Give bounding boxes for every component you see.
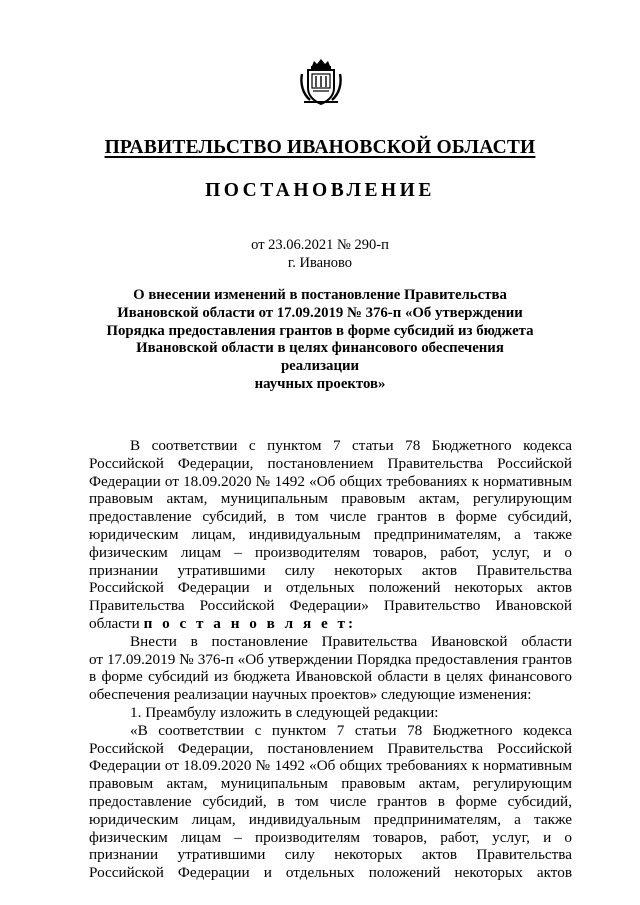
document-body — [89, 437, 572, 882]
document-city: г. Иваново — [287, 255, 353, 271]
text-line: Российской Федерации, постановлением Правительства Российской — [89, 454, 572, 472]
text-line: от 17.09.2019 № 376-п «Об утверждении Порядка предоставления грантов — [89, 650, 572, 668]
text-line: юридическим лицам, индивидуальным предпринимателям, а также — [89, 810, 572, 828]
text-line: Российской Федерации и отдельных положений некоторых актов — [89, 864, 572, 882]
document-meta — [0, 236, 640, 272]
text-line: правовым актам, муниципальным правовым актам, регулирующим — [89, 490, 572, 508]
document-subject — [96, 287, 544, 394]
text-line: правовым актам, муниципальным правовым актам, регулирующим — [89, 775, 572, 793]
body-paragraph-amendment — [89, 633, 572, 704]
organization-title: ПРАВИТЕЛЬСТВО ИВАНОВСКОЙ ОБЛАСТИ — [104, 137, 536, 158]
document-type-title: ПОСТАНОВЛЕНИЕ — [205, 180, 435, 201]
subject-line: Ивановской области от 17.09.2019 № 376-п «Об утверждении — [117, 304, 523, 321]
text-line: Российской Федерации и отдельных положений некоторых актов — [89, 579, 572, 597]
subject-line: научных проектов» — [254, 375, 386, 392]
text-line: «В соответствии с пунктом 7 статьи 78 Бюджетного кодекса — [130, 721, 572, 739]
text-fragment: области — [89, 614, 144, 632]
body-paragraph-item-1: 1. Преамбулу изложить в следующей редакции: — [130, 703, 439, 721]
subject-line: Порядка предоставления грантов в форме субсидий из бюджета — [106, 322, 534, 339]
document-date-number: от 23.06.2021 № 290-п — [251, 237, 389, 253]
text-line: обеспечения реализации научных проектов» следующие изменения: — [89, 686, 532, 704]
text-line: Внести в постановление Правительства Ивановской области — [130, 632, 572, 650]
body-paragraph-new-preamble — [89, 722, 572, 882]
text-line: предоставление субсидий, в том числе грантов в форме субсидий, — [89, 792, 572, 810]
body-paragraph-preamble — [89, 437, 572, 633]
text-line: Правительства Российской Федерации» Правительство Ивановской — [89, 597, 572, 615]
text-line: Федерации от 18.09.2020 № 1492 «Об общих требованиях к нормативным — [89, 757, 572, 775]
subject-line: Ивановской области в целях финансового обеспечения реализации — [136, 340, 504, 375]
text-line: в форме субсидий из бюджета Ивановской области в целях финансового — [89, 668, 572, 686]
text-line: предоставление субсидий, в том числе грантов в форме субсидий, — [89, 508, 572, 526]
text-line: Российской Федерации, постановлением Правительства Российской — [89, 739, 572, 757]
text-line: В соответствии с пунктом 7 статьи 78 Бюджетного кодекса — [130, 437, 572, 454]
text-line: физическим лицам – производителям товаров, работ, услуг, и о — [89, 828, 572, 846]
coat-of-arms-icon — [300, 58, 342, 106]
text-line: физическим лицам – производителям товаров, работ, услуг, и о — [89, 543, 572, 561]
text-line: юридическим лицам, индивидуальным предпринимателям, а также — [89, 525, 572, 543]
text-line: признании утратившими силу некоторых актов Правительства — [89, 846, 572, 864]
text-line: признании утратившими силу некоторых актов Правительства — [89, 561, 572, 579]
text-line: Федерации от 18.09.2020 № 1492 «Об общих требованиях к нормативным — [89, 472, 572, 490]
subject-line: О внесении изменений в постановление Правительства — [133, 287, 507, 303]
text-line — [89, 615, 572, 633]
decree-keyword: п о с т а н о в л я е т: — [143, 614, 357, 632]
